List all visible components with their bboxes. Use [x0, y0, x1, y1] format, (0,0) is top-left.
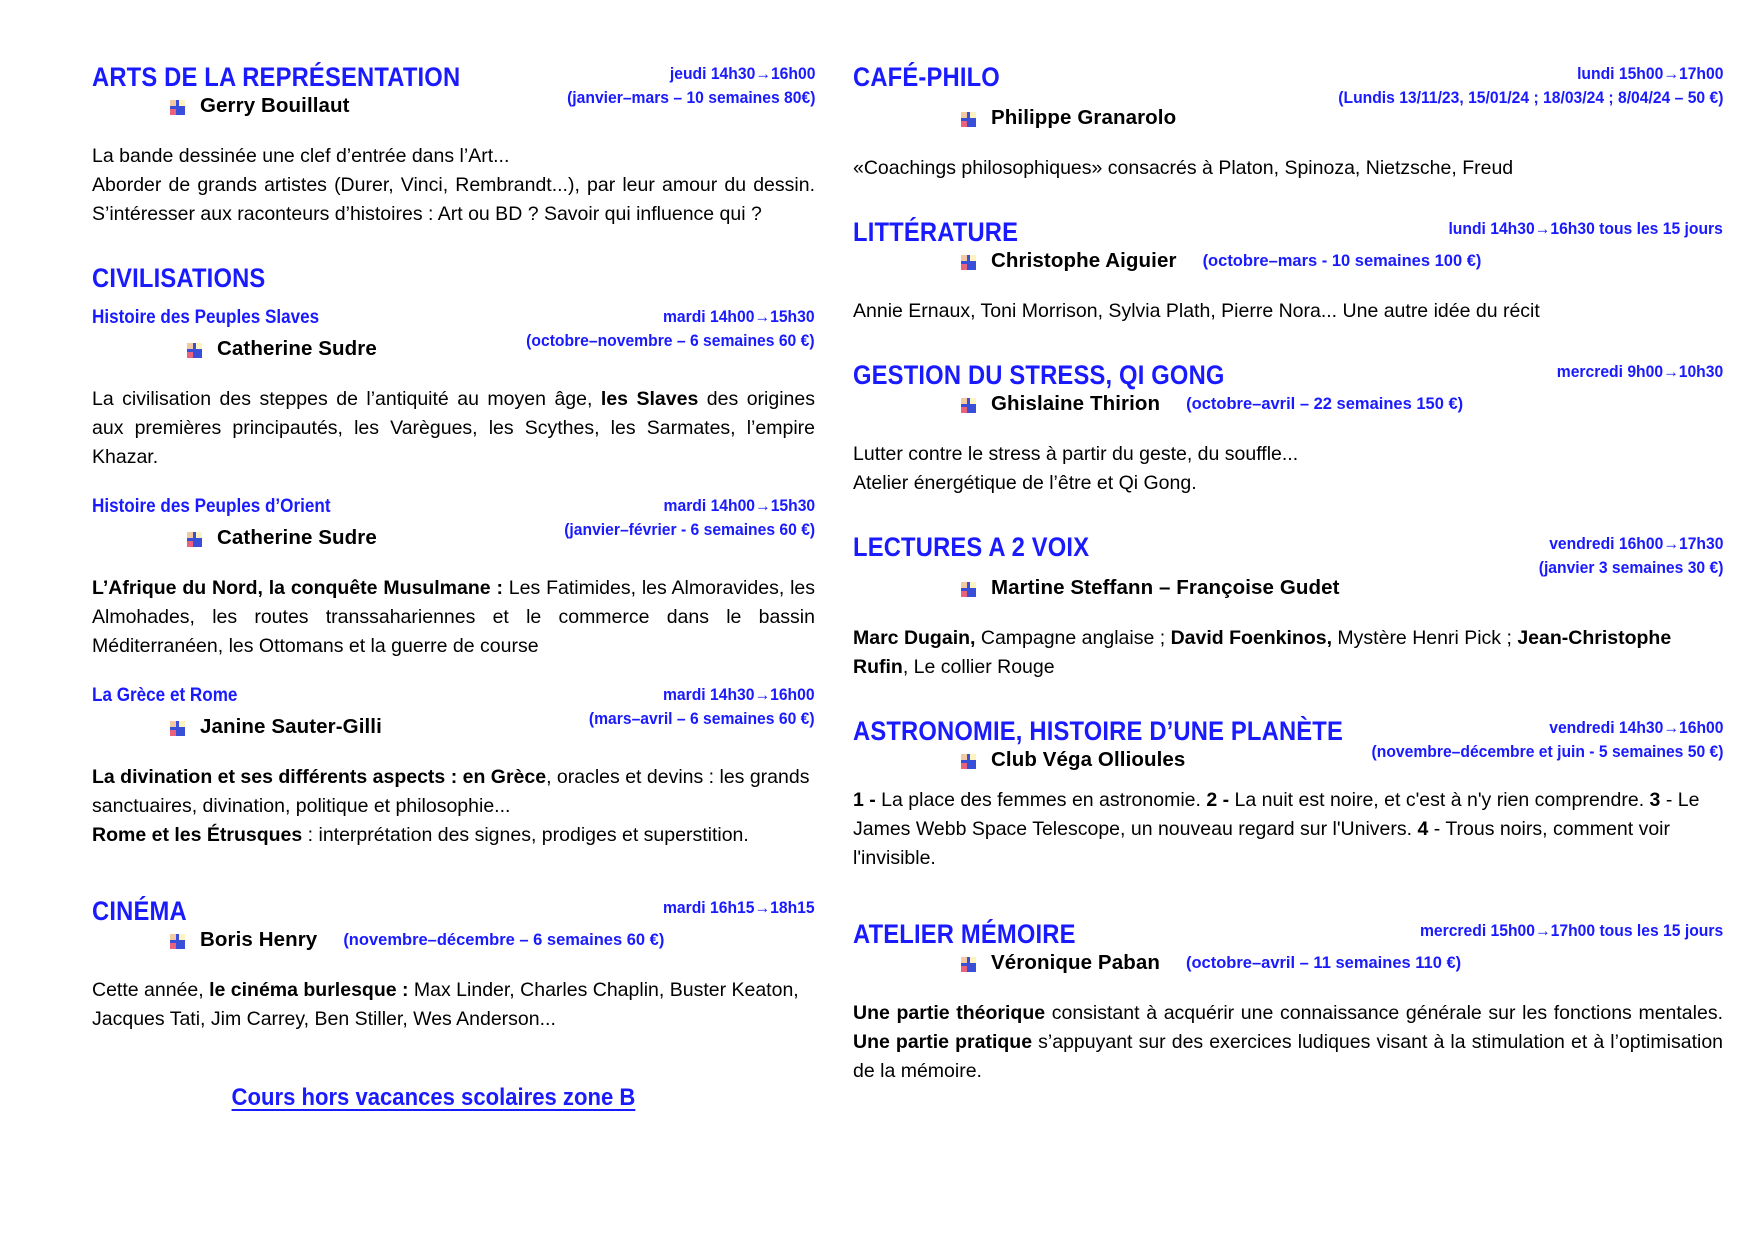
schedule-price: (octobre–avril – 22 semaines 150 €) — [1186, 394, 1464, 413]
course-atelier-memoire — [853, 919, 1723, 1086]
schedule-time: lundi 15h00→17h00 — [1576, 65, 1723, 83]
teacher-row — [92, 713, 815, 741]
teacher-row — [92, 92, 815, 120]
teacher-row — [853, 390, 1723, 418]
four-square-bullet-icon — [187, 532, 202, 547]
course-header — [853, 360, 1723, 390]
four-square-bullet-icon — [961, 957, 976, 972]
four-square-bullet-icon — [170, 100, 185, 115]
subcourse-la-grece-et-rome — [92, 683, 815, 850]
course-header — [92, 263, 815, 293]
course-gestion-du-stress-qi-gong — [853, 360, 1723, 498]
subcourse-histoire-des-peuples-slaves — [92, 305, 815, 472]
subcourse-title: Histoire des Peuples Slaves — [92, 307, 320, 328]
course-title: CIVILISATIONS — [92, 263, 266, 293]
left-column — [0, 62, 845, 1240]
course-title: LECTURES A 2 VOIX — [853, 532, 1090, 562]
banner-text: Cours hors vacances scolaires zone B — [231, 1084, 636, 1111]
schedule-time: lundi 14h30→16h30 tous les 15 jours — [1448, 220, 1723, 238]
schedule-time: vendredi 16h00→17h30 — [1548, 535, 1723, 553]
teacher-name: Christophe Aiguier — [991, 249, 1177, 272]
course-title: CAFÉ-PHILO — [853, 62, 1000, 92]
four-square-bullet-icon — [961, 112, 976, 127]
schedule-price: (janvier–février - 6 semaines 60 €) — [564, 521, 815, 539]
teacher-row — [92, 524, 815, 552]
subcourse-body: La civilisation des steppes de l’antiquité au moyen âge, les Slaves des origines aux premières principautés, les Varègues, les Scythes, les Sarmates, l’empire Khazar. — [92, 388, 815, 468]
course-litterature — [853, 217, 1723, 326]
schedule-time: jeudi 14h30→16h00 — [669, 65, 815, 83]
schedule-price: (novembre–décembre – 6 semaines 60 €) — [343, 930, 665, 949]
course-civilisations — [92, 263, 815, 850]
four-square-bullet-icon — [170, 721, 185, 736]
course-header — [853, 919, 1723, 949]
teacher-name: Gerry Bouillaut — [200, 94, 350, 117]
teacher-name: Martine Steffann – Françoise Gudet — [991, 576, 1340, 599]
course-schedule-block — [1420, 919, 1723, 943]
schedule-time: mardi 14h30→16h00 — [663, 686, 815, 704]
four-square-bullet-icon — [170, 934, 185, 949]
schedule-price: (octobre–novembre – 6 semaines 60 €) — [526, 332, 815, 350]
right-column — [845, 62, 1753, 1240]
subcourse-body: L’Afrique du Nord, la conquête Musulmane : Les Fatimides, les Almoravides, les Almohades, les routes transsahariennes et le commerce dans le bassin Méditerranéen, les Ottomans et la guerre de course — [92, 577, 815, 657]
teacher-name: Boris Henry — [200, 928, 318, 951]
course-body-line: La bande dessinée une clef d’entrée dans l’Art... — [92, 145, 510, 167]
course-title: CINÉMA — [92, 896, 187, 926]
four-square-bullet-icon — [961, 255, 976, 270]
subcourse-title: Histoire des Peuples d’Orient — [92, 496, 331, 517]
course-title: ATELIER MÉMOIRE — [853, 919, 1076, 949]
subcourse-body: La divination et ses différents aspects : en Grèce, oracles et devins : les grands sanctuaires, divination, politique et philosophie... Rome et les Étrusques : interprétation des signes, prodiges et superstition. — [92, 766, 810, 846]
course-schedule-block — [1449, 217, 1723, 241]
course-body: «Coachings philosophiques» consacrés à Platon, Spinoza, Nietzsche, Freud — [853, 157, 1514, 179]
course-body-paragraph: Aborder de grands artistes (Durer, Vinci, Rembrandt...), par leur amour du dessin. S’intéresser aux raconteurs d’histoires : Art ou BD ? Savoir qui influence qui ? — [92, 174, 815, 225]
schedule-time: mercredi 15h00→17h00 tous les 15 jours — [1419, 922, 1723, 940]
course-title: ASTRONOMIE, HISTOIRE D’UNE PLANÈTE — [853, 716, 1344, 746]
course-body: Lutter contre le stress à partir du geste, du souffle... Atelier énergétique de l’être et Qi Gong. — [853, 443, 1299, 494]
teacher-row — [853, 949, 1723, 977]
schedule-price: (octobre–avril – 11 semaines 110 €) — [1185, 953, 1462, 972]
course-body: Une partie théorique consistant à acquérir une connaissance générale sur les fonctions mentales. Une partie pratique s’appuyant sur des exercices ludiques visant à la stimulation et à l’optimisation de la mémoire. — [853, 1002, 1724, 1082]
schedule-time: vendredi 14h30→16h00 — [1548, 719, 1723, 737]
teacher-row — [853, 746, 1723, 774]
teacher-row — [853, 104, 1723, 132]
course-astronomie-histoire-dune-planete — [853, 716, 1723, 873]
teacher-name: Club Véga Ollioules — [991, 748, 1186, 771]
course-schedule-block — [663, 896, 815, 920]
teacher-name: Catherine Sudre — [217, 337, 377, 360]
course-schedule-block — [1538, 532, 1723, 580]
teacher-row — [853, 247, 1723, 275]
schedule-price: (mars–avril – 6 semaines 60 €) — [589, 710, 815, 728]
teacher-row — [92, 335, 815, 363]
course-body: Marc Dugain, Campagne anglaise ; David Foenkinos, Mystère Henri Pick ; Jean-Christophe Rufin, Le collier Rouge — [853, 627, 1672, 678]
schedule-time: mardi 16h15→18h15 — [663, 899, 815, 917]
course-schedule-block — [1557, 360, 1723, 384]
four-square-bullet-icon — [961, 582, 976, 597]
course-body: 1 - La place des femmes en astronomie. 2 - La nuit est noire, et c'est à n'y rien comprendre. 3 - Le James Webb Space Telescope, un nouveau regard sur l'Univers. 4 - Trous noirs, comment voir l'invisible. — [853, 789, 1700, 869]
teacher-row — [92, 926, 815, 954]
course-header — [853, 217, 1723, 247]
course-body: Annie Ernaux, Toni Morrison, Sylvia Plath, Pierre Nora... Une autre idée du récit — [853, 300, 1540, 322]
teacher-row — [853, 574, 1723, 602]
course-header — [853, 532, 1723, 577]
course-schedule-block — [1338, 62, 1723, 110]
course-body: Cette année, le cinéma burlesque : Max Linder, Charles Chaplin, Buster Keaton, Jacques Tati, Jim Carrey, Ben Stiller, Wes Anderson... — [92, 979, 799, 1030]
schedule-time: mardi 14h00→15h30 — [663, 308, 815, 326]
schedule-price: (Lundis 13/11/23, 15/01/24 ; 18/03/24 ; 8/04/24 – 50 €) — [1337, 89, 1723, 107]
schedule-price: (janvier 3 semaines 30 €) — [1538, 559, 1723, 577]
course-cafe-philo — [853, 62, 1723, 183]
course-cinema — [92, 896, 815, 1034]
schedule-time: mercredi 9h00→10h30 — [1556, 363, 1723, 381]
schedule-price: (octobre–mars - 10 semaines 100 €) — [1202, 251, 1482, 270]
teacher-name: Philippe Granarolo — [991, 106, 1177, 129]
teacher-name: Véronique Paban — [991, 951, 1160, 974]
course-header — [92, 896, 815, 926]
four-square-bullet-icon — [961, 398, 976, 413]
teacher-name: Ghislaine Thirion — [991, 392, 1161, 415]
four-square-bullet-icon — [187, 343, 202, 358]
schedule-price: (janvier–mars – 10 semaines 80€) — [566, 89, 815, 107]
course-arts-de-la-representation — [92, 62, 815, 229]
teacher-name: Janine Sauter-Gilli — [200, 715, 382, 738]
course-title: GESTION DU STRESS, QI GONG — [853, 360, 1225, 390]
banner-notice — [92, 1084, 815, 1112]
subcourse-histoire-des-peuples-orient — [92, 494, 815, 661]
course-title: ARTS DE LA REPRÉSENTATION — [92, 62, 461, 92]
four-square-bullet-icon — [961, 754, 976, 769]
course-header — [853, 62, 1723, 107]
teacher-name: Catherine Sudre — [217, 526, 377, 549]
course-lectures-a-2-voix — [853, 532, 1723, 682]
subcourse-title: La Grèce et Rome — [92, 685, 238, 706]
schedule-price: (novembre–décembre et juin - 5 semaines 50 €) — [1371, 743, 1723, 761]
schedule-time: mardi 14h00→15h30 — [663, 497, 815, 515]
course-title: LITTÉRATURE — [853, 217, 1019, 247]
